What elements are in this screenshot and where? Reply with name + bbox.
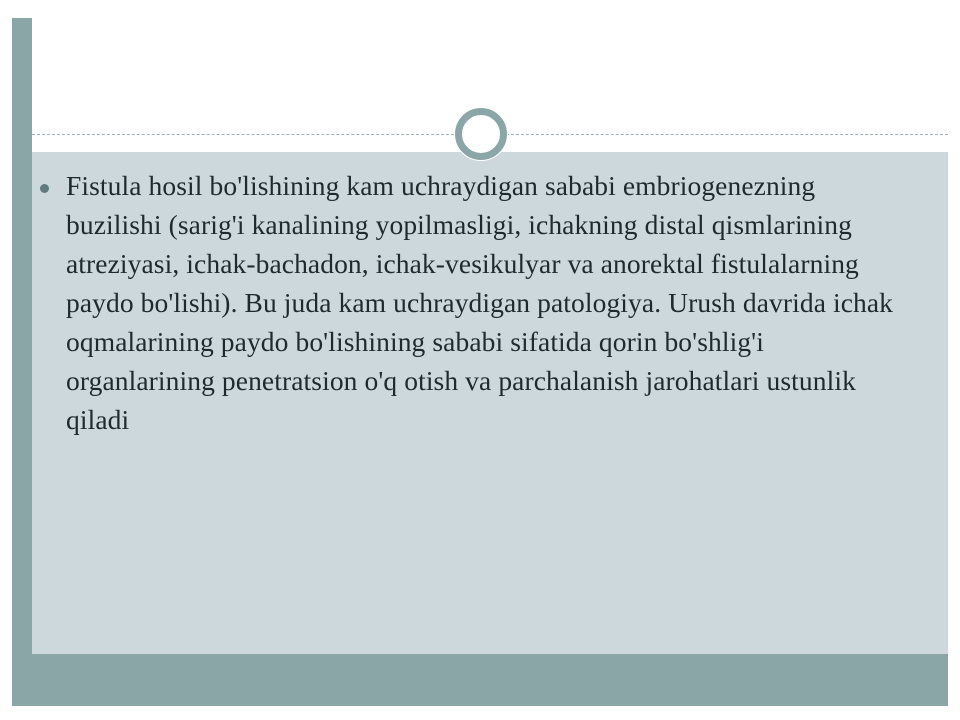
footer-band xyxy=(32,654,948,706)
bullet-dot-icon xyxy=(40,184,49,193)
ring-inner-icon xyxy=(468,121,494,147)
bullet-marker xyxy=(40,166,66,198)
list-item xyxy=(40,166,900,439)
bullet-text: Fistula hosil bo'lishining kam uchraydigan sababi embriogenezning buzilishi (sarig'i kanalining yopilmasligi, ichakning distal qismlarining atreziyasi, ichak-bachadon, ichak-vesikulyar va anorektal fistulalarning paydo bo'lishi). Bu juda kam uchraydigan patologiya. Urush davrida ichak oqmalarining paydo bo'lishining sababi sifatida qorin bo'shlig'i organlarining penetratsion o'q otish va parchalanish jarohatlari ustunlik qiladi xyxy=(66,170,901,436)
ring-decoration-icon xyxy=(455,108,507,160)
left-accent-bar xyxy=(12,18,32,706)
content-area xyxy=(40,166,900,439)
